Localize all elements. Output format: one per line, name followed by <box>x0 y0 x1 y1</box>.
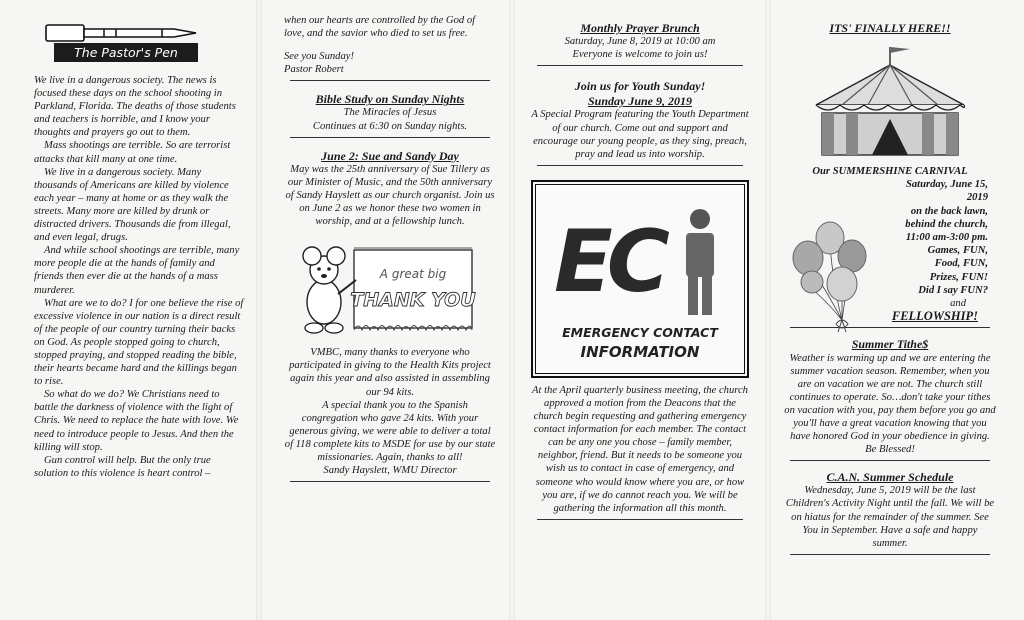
prayer-brunch-heading: Monthly Prayer Brunch <box>580 21 700 35</box>
summer-tithes-heading: Summer Tithe$ <box>851 337 929 352</box>
circus-tent-icon <box>802 41 978 161</box>
divider <box>537 165 743 166</box>
eci-logo-letters: EC <box>554 211 664 312</box>
announcements-column <box>284 14 496 484</box>
prayer-brunch-welcome: Everyone is welcome to join us! <box>572 49 708 61</box>
bible-study-topic: The Miracles of Jesus <box>343 107 437 119</box>
article-paragraph: We live in a dangerous society. Many thousands of Americans are killed by violence each year – many at home or as they walk the streets. Many more are killed by drunk or distracted drivers. Thousands die from illegal, and even legal, drugs. <box>34 166 231 244</box>
carnival-column <box>784 14 996 557</box>
carnival-line: Did I say FUN? <box>918 284 988 296</box>
thank-you-mouse-illustration <box>300 240 480 340</box>
pastors-pen-logo <box>44 22 200 64</box>
pastors-pen-column <box>34 14 246 480</box>
fold-line <box>765 0 771 620</box>
eci-title-line: INFORMATION <box>580 342 700 361</box>
youth-sunday-text: A Special Program featuring the Youth Department of our church. Come out and support and encourage our young people, as they sing, preach, pray and lead us into worship. <box>531 109 749 160</box>
signoff: See you Sunday! <box>284 51 355 63</box>
carnival-fellowship: FELLOWSHIP! <box>891 309 978 324</box>
sue-sandy-day-text: May was the 25th anniversary of Sue Tillery as our Minister of Music, and the 50th anniversary of Sandy Hayslett as our church organist. Join us on June 2 as we honor these two women in worship, and at a fellowship lunch. <box>285 163 495 228</box>
article-continuation: when our hearts are controlled by the God of love, and the savior who died to set us free. <box>284 15 476 40</box>
bible-study-time: Continues at 6:30 on Sunday nights. <box>312 120 468 132</box>
balloons-icon <box>786 220 878 340</box>
article-paragraph: And while school shootings are terrible, many more people die at the hands of family and friends then ever die at the hands of a mass murderer. <box>34 245 240 296</box>
article-paragraph: We live in a dangerous society. The news is focused these days on the school shooting in Parkland, Florida. The deaths of those students and teachers is horrible, and I know your thoughts and prayers go out to them. <box>34 75 236 139</box>
can-schedule-text: Wednesday, June 5, 2019 will be the last Children's Activity Night until the fall. We will be on hiatus for the remainder of the summer. See You in September. Have a safe and happy summer. <box>785 485 995 549</box>
emergency-contact-text: At the April quarterly business meeting, the church approved a motion from the Deacons that the church begin requesting and gathering emergency contact information for each member. The contact can be any one you chose – family member, neighbor, friend. But it needs to be someone you wish us to contact in case of emergency, and someone who would know where you are, or how you are, if we do cannot reach you. We will be gathering the information all this month. <box>532 384 748 514</box>
sue-sandy-day-heading: June 2: Sue and Sandy Day <box>321 148 459 163</box>
wmu-director: Sandy Hayslett, WMU Director <box>323 465 457 477</box>
carnival-line: Games, FUN, <box>927 245 988 257</box>
article-paragraph: What are we to do? I for one believe the rise of excessive violence in our nation is a direct result of the people of our country turning their backs on God. As people stopped going to church, stopped praying, and stopped reading the bible, their hearts became hard and the killings began to rise. <box>34 297 244 388</box>
sign-text: THANK YOU <box>350 289 476 312</box>
divider <box>290 80 490 81</box>
fold-line <box>256 0 262 620</box>
divider <box>290 481 490 482</box>
carnival-line: 2019 <box>966 192 988 204</box>
prayer-brunch-date: Saturday, June 8, 2019 at 10:00 am <box>564 36 716 48</box>
youth-sunday-heading: Join us for Youth Sunday! <box>574 79 706 94</box>
emergency-contact-logo <box>536 185 744 373</box>
carnival-line: 11:00 am-3:00 pm. <box>905 232 988 243</box>
divider <box>537 65 743 66</box>
carnival-line: behind the church, <box>905 218 988 230</box>
carnival-and: and <box>950 298 966 310</box>
article-paragraph: Gun control will help. But the only true solution to this violence is heart control – <box>34 454 211 479</box>
article-paragraph: So what do we do? We Christians need to battle the darkness of violence with the light of Chris. We need to replace the hate with love. We need to introduce people to Jesus. And then the killing will stop. <box>34 389 239 453</box>
carnival-title: Our SUMMERSHINE CARNIVAL <box>812 166 968 178</box>
can-schedule-heading: C.A.N. Summer Schedule <box>826 470 954 485</box>
carnival-line: Saturday, June 15, <box>905 179 988 191</box>
summer-tithes-text: Weather is warming up and we are entering the summer vacation season. Remember, when you are on vacation we are not. The church still continues to operate. So…don't take your tithes on vacation with you, pay them before you go and you'll have a great vacation knowing that you have honored God in your obedience in giving. Be Blessed! <box>784 352 996 456</box>
divider <box>537 519 743 520</box>
eci-title-line: EMERGENCY CONTACT <box>562 324 718 340</box>
finally-here-heading: ITS' FINALLY HERE!! <box>829 21 951 35</box>
divider <box>790 460 990 461</box>
carnival-line: Food, FUN, <box>934 258 988 270</box>
divider <box>790 554 990 555</box>
events-column <box>531 14 749 522</box>
spanish-congregation-thanks: A special thank you to the Spanish congregation who gave 24 kits. With your generous giving, we were able to deliver a total of 118 complete kits to MSDE for use by our state missionaries. Again, thanks to all! <box>284 399 496 463</box>
author: Pastor Robert <box>284 64 344 76</box>
health-kits-thanks: VMBC, many thanks to everyone who participated in giving to the Health Kits project again this year and also assisted in assembling our 94 kits. <box>289 347 491 398</box>
divider <box>290 137 490 138</box>
youth-sunday-date: Sunday June 9, 2019 <box>587 94 693 109</box>
sign-text: A great big <box>379 267 447 282</box>
fold-line <box>509 0 515 620</box>
carnival-line: Prizes, FUN! <box>929 271 988 283</box>
emergency-contact-logo-box <box>531 180 749 378</box>
article-paragraph: Mass shootings are terrible. So are terrorist attacks that kill many at one time. <box>34 140 231 165</box>
pastors-pen-logo-text: The Pastor's Pen <box>74 45 178 60</box>
carnival-line: on the back lawn, <box>910 205 988 217</box>
bible-study-heading: Bible Study on Sunday Nights <box>315 92 465 107</box>
